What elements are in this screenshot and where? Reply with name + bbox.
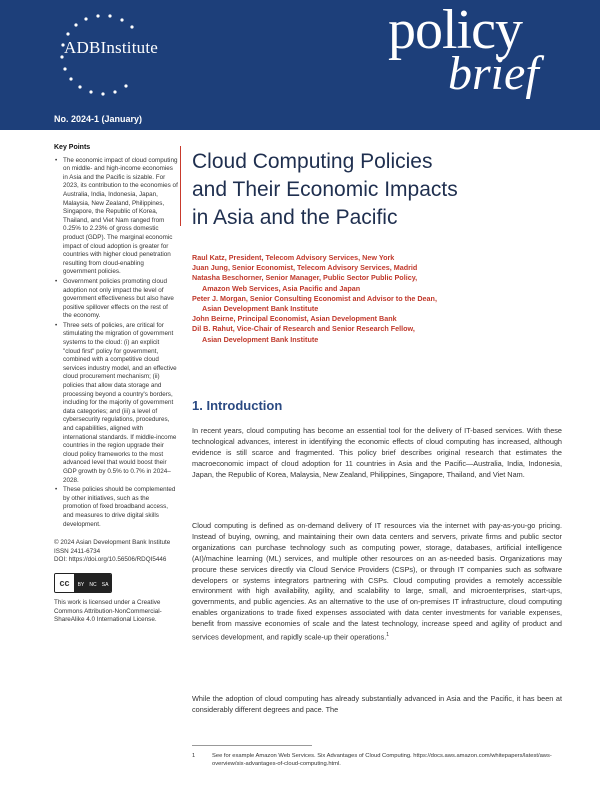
page-title: [192, 148, 562, 232]
doi-link[interactable]: DOI: https://doi.org/10.56506/RDQI5446: [54, 556, 167, 564]
key-point: • These policies should be complemented by other initiatives, such as the promotion of fixed broadband access, and measures to drive digital skills development.: [54, 486, 178, 529]
author-line: Amazon Web Services, Asia Pacific and Japan: [202, 283, 361, 293]
key-points-list: [54, 157, 178, 530]
key-point: • Three sets of policies, are critical for stimulating the migration of government systems to the cloud: (i) an explicit "cloud first" policy for government, combined with a competitive cloud services industry model, and an effective cloud procurement mechanism; (ii) policies that allow data storage and processing beyond a country's borders, including for the majority of government data categories; and (iii) a level of cybersecurity regulations, procedures, and capabilities, aligned with international standards. If middle-income countries in the region upgrade their cloud policy frameworks to the most advanced level that would boost their GDP growth by 0.5% to 0.7% in 2024–2028.: [54, 322, 178, 485]
author-line: Juan Jung, Senior Economist, Telecom Advisory Services, Madrid: [192, 263, 418, 273]
footnote-text: See for example Amazon Web Services. Six Advantages of Cloud Computing. https://docs.aws.amazon.com/whitepapers/latest/aws-overview/six-advantages-of-cloud-computing.html.: [212, 753, 552, 767]
policy-wordmark: policy: [388, 0, 522, 61]
section-heading: 1. Introduction: [192, 398, 283, 413]
author-line: Dil B. Rahut, Vice-Chair of Research and Senior Research Fellow,: [192, 324, 415, 334]
author-line: Natasha Beschorner, Senior Manager, Public Sector Public Policy,: [192, 273, 418, 283]
footnote-marker[interactable]: 1: [386, 632, 390, 639]
author-list: [192, 253, 562, 345]
logo-text: ADBInstitute: [64, 38, 159, 57]
footnote: [192, 752, 562, 768]
title-line: and Their Economic Impacts: [192, 178, 458, 201]
key-points-title: Key Points: [54, 144, 91, 151]
brief-wordmark: brief: [448, 47, 539, 100]
footnote-divider: [192, 745, 312, 746]
header-banner: [0, 0, 600, 108]
cc-sa-label: SA: [101, 582, 109, 589]
paragraph-text: Cloud computing is defined as on-demand delivery of IT resources via the internet with pay-as-you-go pricing. Instead of buying, owning, and maintaining their own data centers and servers, private firms and public sector organizations can purchase technology such as computing power, storage, databases, artificial intelligence (AI)/machine learning (ML) services, and multiple other resources on an as-needed basis. Organizations may procure these services directly via Cloud Service Providers (CSPs), or through IT companies such as software developers or systems integrators partnering with CSPs. Cloud computing provides a remotely accessible environment with high availability, agility, and scalability to large, small, and microenterprises, start-ups, governments, and public agencies. As an alternative to the use of on-premises IT infrastructure, cloud computing enables organizations to trade fixed expenses associated with data center investments for variable expenses, benefit from massive economies of scale and the latest technology, increase speed and agility of product and services development, and rapidly scale-up their operations.: [192, 521, 562, 642]
cc-nc-label: NC: [89, 582, 97, 589]
body-paragraph: In recent years, cloud computing has become an essential tool for the delivery of IT-based services. With these technological advances, interest in identifying the economic effects of cloud computing has increased, although evidence is still scarce and fragmented. This policy brief describes original research that estimates the macroeconomic impact of cloud adoption for 11 countries in Asia and the Pacific—Australia, India, Indonesia, Japan, the Republic of Korea, Malaysia, New Zealand, Philippines, Singapore, Thailand, and Viet Nam.: [192, 426, 562, 479]
body-paragraph: [192, 521, 562, 643]
copyright-line: © 2024 Asian Development Bank Institute: [54, 539, 171, 547]
title-line: in Asia and the Pacific: [192, 206, 398, 229]
author-line: Peter J. Morgan, Senior Consulting Economist and Advisor to the Dean,: [192, 293, 437, 303]
cc-license-badge[interactable]: [54, 573, 112, 593]
issue-number: No. 2024-1 (January): [54, 114, 143, 124]
key-point: • The economic impact of cloud computing on middle- and high-income economies in Asia and the Pacific is sizable. For 2023, its contribution to the economies of Australia, India, Indonesia, Japan, Malaysia, New Zealand, Philippines, Singapore, the Republic of Korea, Thailand, and Viet Nam ranged from 0.25% to 2.23% of gross domestic product (GDP). The marginal economic impact of cloud adoption is greater for countries with higher cloud penetration resulting from cloud-enabling government policies.: [54, 157, 178, 277]
copyright-block: [54, 539, 178, 565]
cc-terms: [75, 574, 111, 592]
footnote-number: 1: [192, 753, 196, 759]
title-line: Cloud Computing Policies: [192, 150, 433, 173]
body-paragraph: While the adoption of cloud computing has already substantially advanced in Asia and the Pacific, it has been at considerably different degrees and pace. The: [192, 694, 562, 714]
key-points-sidebar: [54, 144, 178, 625]
cc-by-label: BY: [77, 582, 85, 589]
author-line: John Beirne, Principal Economist, Asian Development Bank: [192, 314, 397, 324]
issn-line: ISSN 2411-6734: [54, 547, 101, 555]
key-point: • Government policies promoting cloud adoption not only impact the level of government effectiveness but also have positive spillover effects on the rest of the economy.: [54, 278, 178, 321]
license-text: This work is licensed under a Creative Commons Attribution-NonCommercial-ShareAlike 4.0 International License.: [54, 598, 162, 624]
author-line: Asian Development Bank Institute: [202, 334, 319, 344]
cc-icon: cc: [55, 574, 75, 592]
author-line: Asian Development Bank Institute: [202, 304, 319, 314]
author-line: Raul Katz, President, Telecom Advisory Services, New York: [192, 253, 395, 262]
title-accent-rule: [180, 146, 181, 226]
